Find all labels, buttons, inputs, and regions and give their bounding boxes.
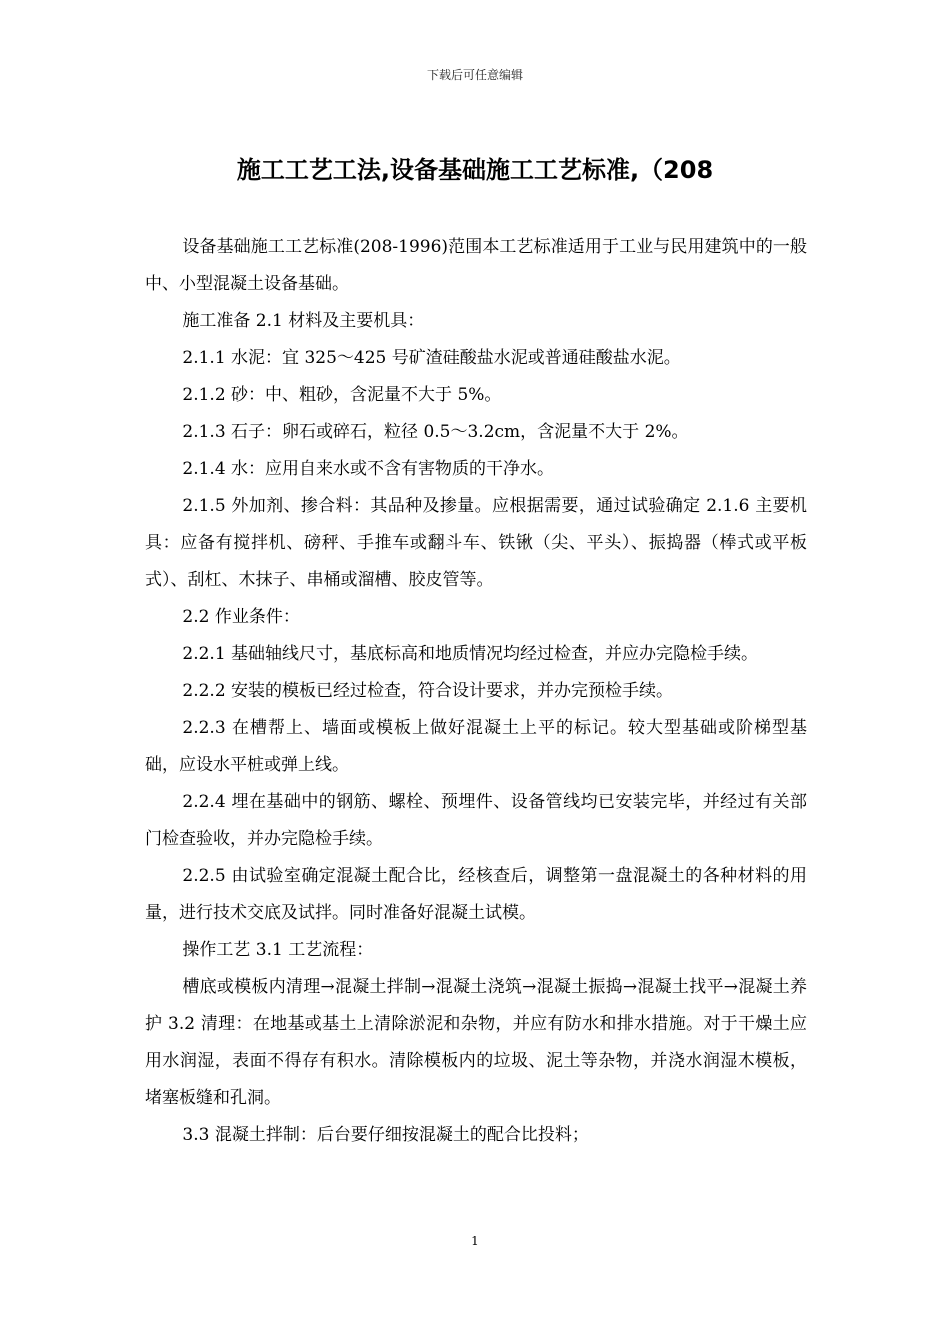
document-title: 施工工艺工法,设备基础施工工艺标准,（208 bbox=[236, 156, 714, 184]
paragraph: 2.1.4 水：应用自来水或不含有害物质的干净水。 bbox=[182, 459, 555, 479]
paragraph: 2.2.1 基础轴线尺寸，基底标高和地质情况均经过检查，并应办完隐检手续。 bbox=[182, 644, 759, 664]
paragraph: 2.2.5 由试验室确定混凝土配合比，经核查后，调整第一盘混凝土的各种材料的用量，进行技术交底及试拌。同时准备好混凝土试模。 bbox=[145, 866, 807, 923]
paragraph: 2.1.2 砂：中、粗砂，含泥量不大于 5%。 bbox=[182, 385, 502, 405]
paragraph: 2.2 作业条件： bbox=[182, 607, 300, 627]
paragraph: 2.1.1 水泥：宜 325～425 号矿渣硅酸盐水泥或普通硅酸盐水泥。 bbox=[182, 348, 681, 368]
paragraph: 施工准备 2.1 材料及主要机具： bbox=[182, 311, 425, 331]
paragraph: 槽底或模板内清理→混凝土拌制→混凝土浇筑→混凝土振捣→混凝土找平→混凝土养护 3.2 清理：在地基或基土上清除淤泥和杂物，并应有防水和排水措施。对于干燥土应用水润湿，表面不得存有积水。清除模板内的垃圾、泥土等杂物，并浇水润湿木模板，堵塞板缝和孔洞。 bbox=[145, 977, 807, 1108]
paragraph: 2.2.3 在槽帮上、墙面或模板上做好混凝土上平的标记。较大型基础或阶梯型基础，应设水平桩或弹上线。 bbox=[145, 718, 807, 775]
page-number: 1 bbox=[471, 1234, 479, 1248]
header-note: 下载后可任意编辑 bbox=[426, 68, 523, 82]
paragraph: 2.1.3 石子：卵石或碎石，粒径 0.5～3.2cm，含泥量不大于 2%。 bbox=[182, 422, 689, 442]
paragraph: 设备基础施工工艺标准(208-1996)范围本工艺标准适用于工业与民用建筑中的一般中、小型混凝土设备基础。 bbox=[145, 237, 807, 294]
paragraph: 2.2.2 安装的模板已经过检查，符合设计要求，并办完预检手续。 bbox=[182, 681, 674, 701]
paragraph: 2.1.5 外加剂、掺合料：其品种及掺量。应根据需要，通过试验确定 2.1.6 主要机具：应备有搅拌机、磅秤、手推车或翻斗车、铁锹（尖、平头）、振捣器（棒式或平板式）、刮杠、木抹子、串桶或溜槽、胶皮管等。 bbox=[145, 496, 807, 590]
document-body bbox=[145, 229, 807, 1154]
paragraph: 2.2.4 埋在基础中的钢筋、螺栓、预埋件、设备管线均已安装完毕，并经过有关部门检查验收，并办完隐检手续。 bbox=[145, 792, 807, 849]
paragraph: 操作工艺 3.1 工艺流程： bbox=[182, 940, 374, 960]
paragraph: 3.3 混凝土拌制：后台要仔细按混凝土的配合比投料； bbox=[182, 1125, 589, 1145]
